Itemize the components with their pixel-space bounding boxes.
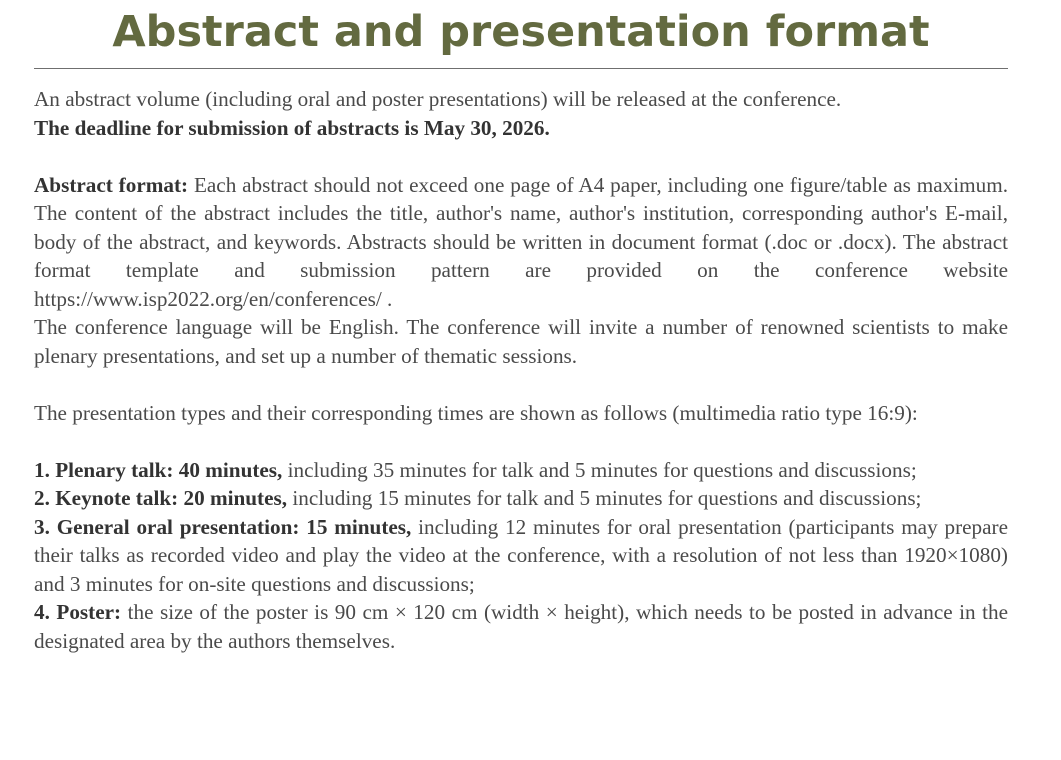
title-divider: [34, 68, 1008, 69]
deadline-text: The deadline for submission of abstracts is May 30, 2026.: [34, 115, 550, 140]
document-body: [34, 85, 1008, 655]
presentation-intro-paragraph: The presentation types and their corresponding times are shown as follows (multimedia ratio type 16:9):: [34, 400, 918, 425]
page-title: Abstract and presentation format: [112, 7, 930, 57]
presentation-item-label: 4. Poster:: [34, 600, 122, 624]
abstract-format-label: Abstract format:: [34, 172, 189, 197]
document-page: [34, 0, 1008, 655]
presentation-item-label: 3. General oral presentation: 15 minutes,: [34, 514, 412, 539]
presentation-item: [34, 513, 1008, 599]
paragraph-spacer: [34, 142, 1008, 171]
presentation-item-text: including 12 minutes for oral presentation (participants may prepare their talks as recorded video and play the video at the conference, with a resolution of not less than 1920×1080) and 3 minutes for on-site questions and discussions;: [34, 514, 1008, 596]
intro-text: An abstract volume (including oral and poster presentations) will be released at the conference.: [34, 87, 842, 111]
presentation-item-label: 1. Plenary talk: 40 minutes,: [34, 457, 283, 482]
presentation-item-text: including 35 minutes for talk and 5 minutes for questions and discussions;: [282, 457, 917, 482]
presentation-item: [34, 598, 1008, 655]
paragraph-spacer: [34, 427, 1008, 456]
language-paragraph: The conference language will be English. The conference will invite a number of renowned scientists to make plenary presentations, and set up a number of thematic sessions.: [34, 315, 1008, 368]
presentation-item-text: the size of the poster is 90 cm × 120 cm (width × height), which needs to be posted in advance in the designated area by the authors themselves.: [34, 600, 1009, 653]
presentation-item-text: including 15 minutes for talk and 5 minutes for questions and discussions;: [287, 486, 922, 510]
abstract-format-text: Each abstract should not exceed one page of A4 paper, including one figure/table as maximum. The content of the abstract includes the title, author's name, author's institution, corresponding author's E-mail, body of the abstract, and keywords. Abstracts should be written in document format (.doc or .docx). The abstract format template and submission pattern are provided on the conference website https://www.isp2022.org/en/conferences/ .: [34, 172, 1008, 311]
presentation-item: [34, 484, 1008, 513]
paragraph-spacer: [34, 370, 1008, 399]
presentation-item-label: 2. Keynote talk: 20 minutes,: [34, 486, 288, 510]
abstract-format-paragraph: [34, 171, 1008, 314]
presentation-item: [34, 456, 1008, 485]
intro-paragraph: [34, 85, 1008, 142]
